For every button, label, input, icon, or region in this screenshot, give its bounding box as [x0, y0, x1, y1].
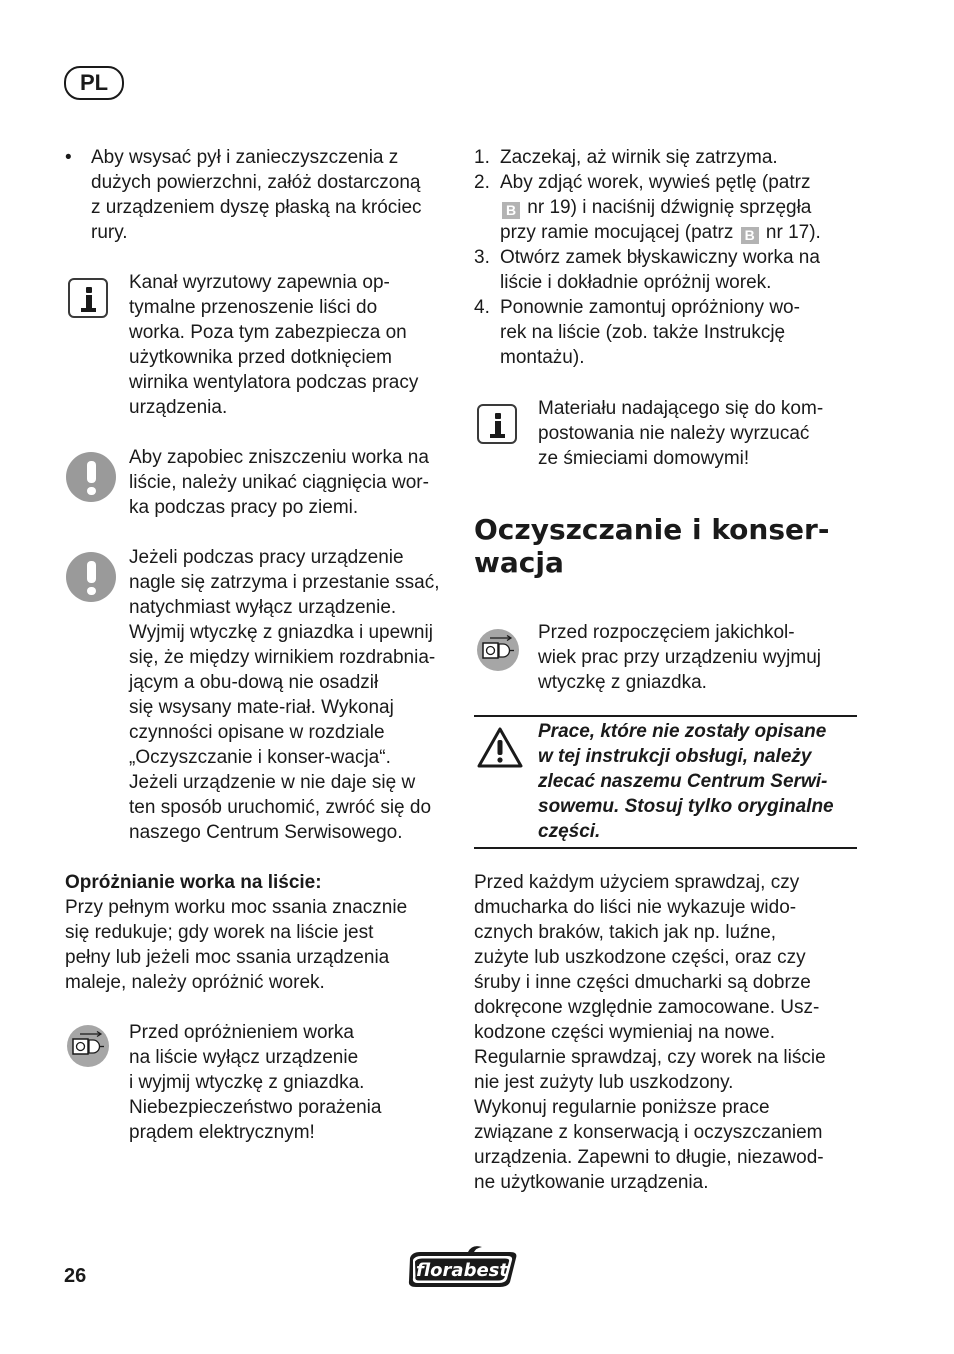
text-line: montażu). [500, 347, 585, 368]
text-line: związane z konserwacją i oczyszczaniem [474, 1122, 823, 1143]
text-line: zużyte lub uszkodzone części, oraz czy [474, 947, 806, 968]
unplug-note [129, 1020, 449, 1145]
text-line: wirnika wentylatora podczas pracy [129, 372, 419, 393]
text-line: Otwórz zamek błyskawiczny worka na [500, 247, 820, 268]
text-line: Ponownie zamontuj opróżniony wo- [500, 297, 800, 318]
text-line: w tej instrukcji obsługi, należy [538, 746, 812, 767]
text-line: śruby i inne części dmucharki są dobrze [474, 972, 811, 993]
text-line: Aby zdjąć worek, wywieś pętlę (patrz [500, 172, 811, 193]
text-line: Regularnie sprawdzaj, czy worek na liście [474, 1047, 826, 1068]
text-line: Przed każdym użyciem sprawdzaj, czy [474, 872, 800, 893]
text-line: czynności opisane w rozdziale [129, 722, 385, 743]
text-line: Wyjmij wtyczkę z gniazdka i upewnij [129, 622, 433, 643]
text-line: ten sposób uruchomić, zwróć się do [129, 797, 432, 818]
bullet-item [65, 145, 445, 245]
unplug-icon [66, 1024, 110, 1068]
text-line: dmucharka do liści nie wykazuje wido- [474, 897, 797, 918]
figure-ref-badge: B [741, 227, 759, 244]
text-line: ka podczas pracy po ziemi. [129, 497, 359, 518]
text-line: rek na liście (zob. także Instrukcję [500, 322, 786, 343]
text-line: Niebezpieczeństwo porażenia [129, 1097, 382, 1118]
caution-note [538, 719, 858, 844]
step-number: 3. [474, 247, 490, 268]
text-line: nagle się zatrzyma i przestanie ssać, [129, 572, 440, 593]
text-line: się wsysany mate-riał. Wykonaj [129, 697, 394, 718]
text-line: tymalne przenoszenie liści do [129, 297, 378, 318]
title-line: wacja [474, 546, 564, 579]
section-title [474, 513, 858, 579]
info-note [538, 396, 858, 471]
text-line: sowemu. Stosuj tylko oryginalne [538, 796, 834, 817]
text-line: zlecać naszemu Centrum Serwi- [538, 771, 828, 792]
text-line: liście, należy unikać ciągnięcia wor- [129, 472, 429, 493]
florabest-logo [406, 1246, 520, 1290]
text-line: cznych braków, takich jak np. luźne, [474, 922, 777, 943]
figure-ref-badge: B [502, 202, 520, 219]
text-span: nr 19) i naciśnij dźwignię sprzęgła [527, 197, 812, 218]
text-line: na liście wyłącz urządzenie [129, 1047, 359, 1068]
step-number: 4. [474, 297, 490, 318]
text-line: nie jest zużyty lub uszkodzony. [474, 1072, 734, 1093]
text-line: ze śmieciami domowymi! [538, 448, 750, 469]
text-line: Przed rozpoczęciem jakichkol- [538, 622, 795, 643]
list-item [474, 170, 858, 245]
text-line: prądem elektrycznym! [129, 1122, 315, 1143]
text-line: wtyczkę z gniazdka. [538, 672, 707, 693]
text-line: ne użytkowanie urządzenia. [474, 1172, 709, 1193]
info-icon [477, 404, 517, 444]
text-line: Przed opróżnieniem worka [129, 1022, 354, 1043]
text-line: worka. Poza tym zabezpiecza on [129, 322, 407, 343]
list-item [474, 245, 858, 295]
text-line: Jeżeli podczas pracy urządzenie [129, 547, 404, 568]
text-line: się redukuje; gdy worek na liście jest [65, 922, 374, 943]
text-line: naszego Centrum Serwisowego. [129, 822, 403, 843]
divider [474, 715, 857, 717]
text-line: postowania nie należy wyrzucać [538, 423, 810, 444]
text-line: pełny lub jeżeli moc ssania urządzenia [65, 947, 390, 968]
step-number: 2. [474, 172, 490, 193]
unplug-icon [476, 628, 520, 672]
text-line: Prace, które nie zostały opisane [538, 721, 827, 742]
unplug-note [538, 620, 858, 695]
text-line: części. [538, 821, 601, 842]
text-line: i wyjmij wtyczkę z gniazdka. [129, 1072, 365, 1093]
text-span: przy ramie mocującej (patrz [500, 222, 734, 243]
logo-text: florabest [416, 1260, 508, 1281]
text-line: Przy pełnym worku moc ssania znacznie [65, 897, 408, 918]
steps-list [474, 145, 858, 370]
subheading: Opróżnianie worka na liście: [65, 872, 322, 893]
text-line: kodzone części wymieniaj na nowe. [474, 1022, 775, 1043]
step-number: 1. [474, 147, 490, 168]
text-line: Zaczekaj, aż wirnik się zatrzyma. [500, 147, 778, 168]
info-icon [68, 278, 108, 318]
list-item [474, 295, 858, 370]
text-line: dokręcone względnie zamocowane. Usz- [474, 997, 820, 1018]
text-line: jącym a obu-dową nie osadził [129, 672, 379, 693]
text-line: się, że między wirnikiem rozdrabnia- [129, 647, 436, 668]
exclamation-icon [66, 552, 116, 602]
title-line: Oczyszczanie i konser- [474, 513, 830, 546]
text-line: Aby zapobiec zniszczeniu worka na [129, 447, 429, 468]
warning-note [129, 545, 449, 845]
bullet-mark: • [65, 147, 72, 168]
text-line: rury. [91, 222, 128, 243]
text-line: maleje, należy opróżnić worek. [65, 972, 325, 993]
text-line: Materiału nadającego się do kom- [538, 398, 824, 419]
exclamation-icon [66, 452, 116, 502]
text-line: natychmiast wyłącz urządzenie. [129, 597, 397, 618]
warning-note [129, 445, 449, 520]
text-line [500, 195, 821, 220]
maintenance-text [474, 870, 858, 1195]
empty-bag-section [65, 870, 445, 995]
text-line: urządzenia. [129, 397, 228, 418]
text-line: Wykonuj regularnie poniższe prace [474, 1097, 770, 1118]
caution-icon [476, 726, 524, 770]
text-line: z urządzeniem dyszę płaską na króciec [91, 197, 422, 218]
text-line: „Oczyszczanie i konser-wacja“. [129, 747, 391, 768]
text-line: liście i dokładnie opróżnij worek. [500, 272, 772, 293]
text-line [500, 220, 821, 245]
info-note [129, 270, 449, 420]
page-number: 26 [64, 1265, 87, 1287]
text-line: Aby wsysać pył i zanieczyszczenia z [91, 147, 399, 168]
text-line: użytkownika przed dotknięciem [129, 347, 392, 368]
text-line: dużych powierzchni, załóż dostarczoną [91, 172, 421, 193]
text-span: nr 17). [765, 222, 821, 243]
divider [474, 847, 857, 849]
text-line: Jeżeli urządzenie w nie daje się w [129, 772, 416, 793]
list-item [474, 145, 858, 170]
text-line: urządzenia. Zapewni to długie, niezawod- [474, 1147, 824, 1168]
language-badge: PL [64, 66, 124, 100]
text-line: Kanał wyrzutowy zapewnia op- [129, 272, 390, 293]
text-line: wiek prac przy urządzeniu wyjmuj [538, 647, 821, 668]
